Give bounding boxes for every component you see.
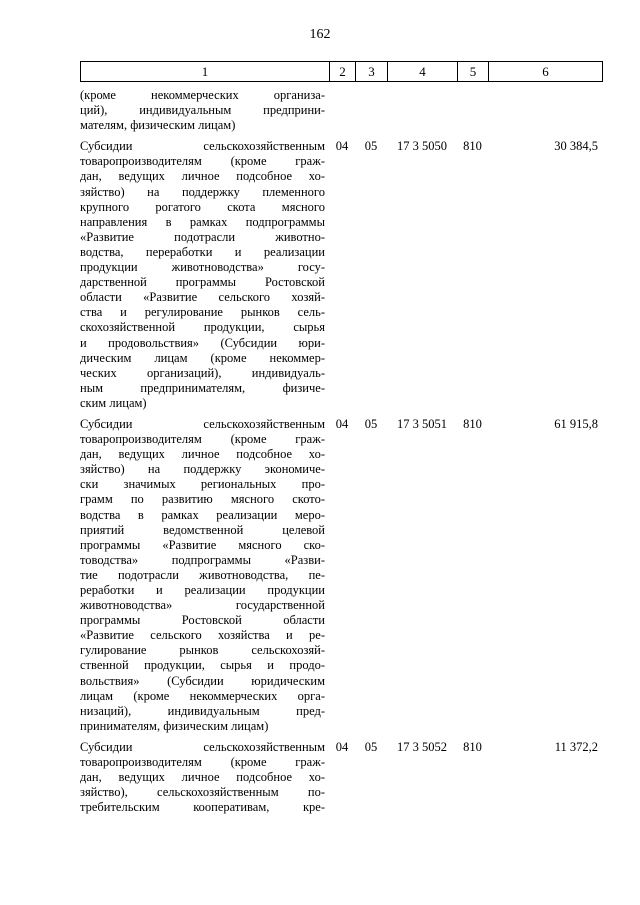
text-line: реработки и реализации продукции (80, 583, 325, 597)
text-line: зяйство) на поддержку племенного (80, 184, 325, 199)
text-line: ства и регулирование рынков сель- (80, 305, 325, 320)
text-line: Субсидии сельскохозяйственным (80, 416, 325, 431)
row-description (80, 740, 325, 815)
text-line: зяйство), сельскохозяйственным по- (80, 785, 325, 800)
text-line: ческих организаций), индивидуаль- (80, 365, 325, 380)
text-line: Субсидии сельскохозяйственным (80, 139, 325, 154)
column-header-table (80, 61, 603, 82)
text-line: приятий ведомственной целевой (80, 522, 325, 537)
expense-type-code: 810 (463, 416, 482, 431)
text-line: ским лицам) (80, 395, 147, 410)
expense-type-code: 810 (463, 739, 482, 754)
table-row (80, 417, 602, 734)
table-body (80, 88, 602, 815)
text-line: ски значимых региональных про- (80, 477, 325, 492)
column-header-2: 2 (330, 62, 356, 82)
text-line: (кроме некоммерческих организа- (80, 88, 325, 102)
text-line: товаропроизводителям (кроме граж- (80, 755, 325, 770)
section-code: 04 (335, 416, 349, 431)
text-line: программы «Развитие мясного ско- (80, 537, 325, 552)
amount-value: 30 384,5 (554, 139, 598, 154)
target-article-code: 17 3 5052 (397, 739, 447, 754)
text-line: дан, ведущих личное подсобное хо- (80, 770, 325, 785)
text-line: скохозяйственной продукции, сырья (80, 320, 325, 335)
text-line: животноводства» государственной (80, 598, 325, 613)
text-line: товаропроизводителям (кроме граж- (80, 432, 325, 447)
row-description (80, 139, 325, 411)
amount-value: 11 372,2 (554, 739, 598, 754)
target-article-code: 17 3 5051 (397, 416, 447, 431)
text-line: низаций), индивидуальным пред- (80, 703, 325, 718)
text-line: дарственной программы Ростовской (80, 275, 325, 290)
column-header-1: 1 (81, 62, 330, 82)
page-number: 162 (309, 27, 331, 42)
text-line: дическим лицам (кроме некоммер- (80, 350, 325, 365)
text-line: требительским кооперативам, кре- (80, 800, 325, 815)
text-line: товаропроизводителям (кроме граж- (80, 154, 325, 169)
text-line: гулирование рынков сельскохозяй- (80, 643, 325, 658)
text-line: направления в рамках подпрограммы (80, 214, 325, 229)
text-line: тие подотрасли животноводства, пе- (80, 567, 325, 582)
subsection-code: 05 (364, 739, 378, 754)
text-line: вольствия» (Субсидии юридическим (80, 673, 325, 688)
column-header-3: 3 (356, 62, 388, 82)
text-line: водства в рамках реализации меро- (80, 507, 325, 522)
text-line: мателям, физическим лицам) (80, 118, 236, 133)
text-line: дан, ведущих личное подсобное хо- (80, 447, 325, 462)
text-line: лицам (кроме некоммерческих орга- (80, 688, 325, 703)
continuation-description (80, 88, 325, 133)
text-line: товодства» подпрограммы «Разви- (80, 552, 325, 567)
subsection-code: 05 (364, 139, 378, 154)
text-line: ций), индивидуальным предприни- (80, 103, 325, 118)
text-line: продукции животноводства» госу- (80, 260, 325, 275)
amount-value: 61 915,8 (554, 416, 598, 431)
text-line: ственной продукции, сырья и продо- (80, 658, 325, 673)
text-line: дан, ведущих личное подсобное хо- (80, 169, 325, 184)
text-line: программы Ростовской области (80, 613, 325, 628)
text-line: Субсидии сельскохозяйственным (80, 739, 325, 754)
text-line: водства, переработки и реализации (80, 244, 325, 259)
table-row (80, 139, 602, 411)
text-line: области «Развитие сельского хозяй- (80, 290, 325, 305)
expense-type-code: 810 (463, 139, 482, 154)
column-header-4: 4 (388, 62, 458, 82)
row-description (80, 417, 325, 734)
text-line: ным предпринимателям, физиче- (80, 380, 325, 395)
text-line: крупного рогатого скота мясного (80, 199, 325, 214)
text-line: грамм по развитию мясного ското- (80, 492, 325, 507)
text-line: зяйство) на поддержку экономиче- (80, 462, 325, 477)
column-header-5: 5 (458, 62, 489, 82)
text-line: и продовольствия» (Субсидии юри- (80, 335, 325, 350)
section-code: 04 (335, 139, 349, 154)
subsection-code: 05 (364, 416, 378, 431)
text-line: принимателям, физическим лицам) (80, 718, 269, 733)
text-line: «Развитие сельского хозяйства и ре- (80, 628, 325, 643)
column-header-row (81, 62, 603, 82)
continuation-row (80, 88, 602, 133)
table-row (80, 740, 602, 815)
target-article-code: 17 3 5050 (397, 139, 447, 154)
section-code: 04 (335, 739, 349, 754)
column-header-6: 6 (489, 62, 603, 82)
text-line: «Развитие подотрасли животно- (80, 229, 325, 244)
